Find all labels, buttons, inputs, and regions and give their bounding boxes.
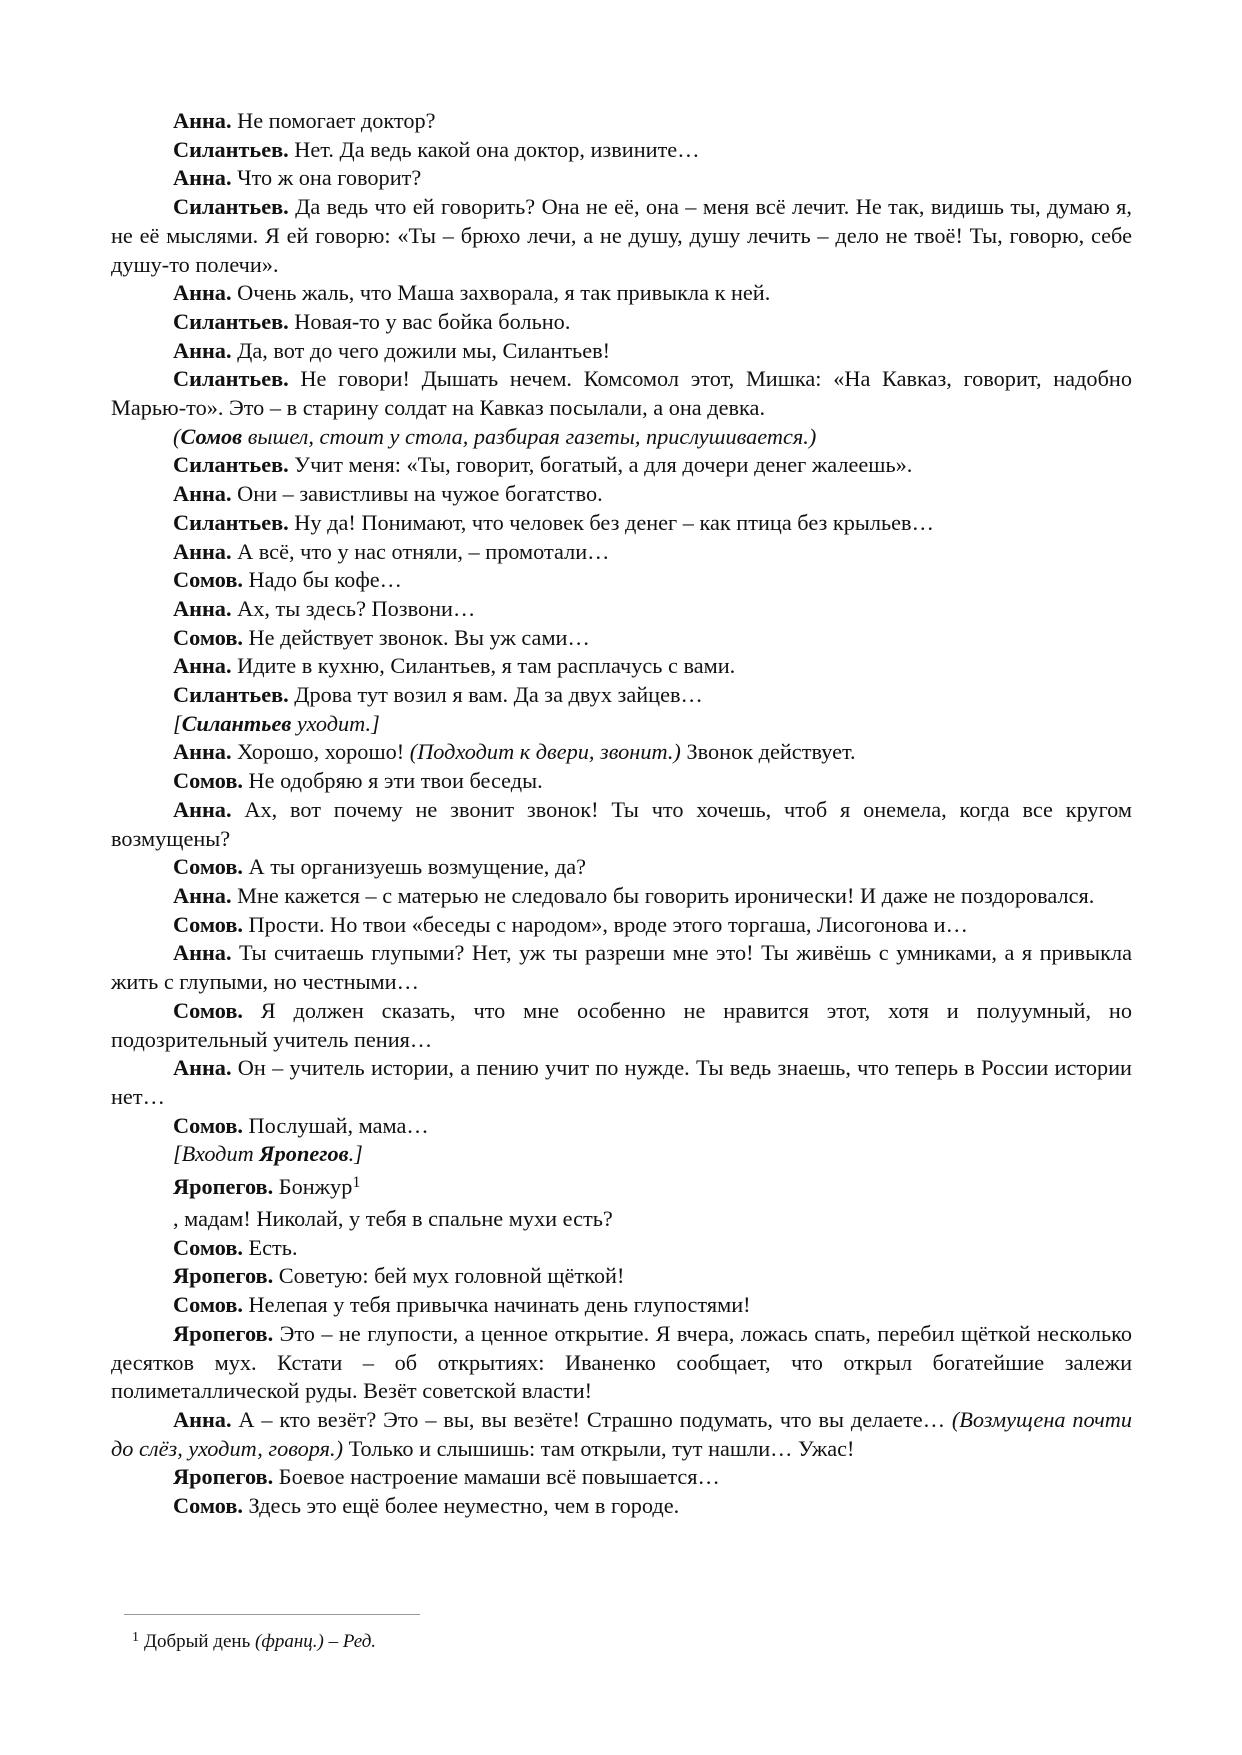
speaker-name: Яропегов. [173, 1263, 274, 1289]
dialogue-line [111, 882, 1132, 911]
line-text: Есть. [242, 1234, 298, 1260]
dialogue-line [111, 767, 1132, 796]
line-text: А ты организуешь возмущение, да? [242, 854, 587, 880]
line-text: Это – не глупости, а ценное открытие. Я вчера, ложась спать, перебил щёткой несколько десятков мух. Кстати – об открытиях: Иваненко сообщает, что открыл богатейшие залежи полиметаллической руды. Везёт советской власти! [111, 1320, 1132, 1404]
dialogue-line [111, 1463, 1132, 1492]
dialogue-line [111, 107, 1132, 136]
line-text: Бонжур [273, 1174, 353, 1200]
line-text: Идите в кухню, Силантьев, я там расплачусь с вами. [231, 653, 736, 679]
line-text: Нет. Да ведь какой она доктор, извините… [288, 136, 700, 162]
speaker-name: Сомов. [173, 854, 243, 880]
speaker-name: Сомов. [173, 1493, 243, 1519]
speaker-name: Сомов. [173, 768, 243, 794]
speaker-name: Анна. [173, 940, 232, 966]
stage-direction-text: уходит.] [291, 710, 380, 736]
dialogue-line [111, 1320, 1132, 1406]
speaker-name: Анна. [173, 280, 232, 306]
line-text: Учит меня: «Ты, говорит, богатый, а для дочери денег жалеешь». [288, 452, 913, 478]
dialogue-line [111, 652, 1132, 681]
speaker-name: Силантьев. [173, 194, 289, 220]
line-text: Да ведь что ей говорить? Она не её, она – меня всё лечит. Не так, видишь ты, думаю я, не её мыслями. Я ей говорю: «Ты – брюхо лечи, а не душу, душу лечить – дело не твоё! Ты, говорю, себе душу-то полечи». [111, 194, 1132, 277]
stage-direction-name: Сомов [180, 423, 243, 449]
speaker-name: Анна. [173, 595, 232, 621]
dialogue-line [111, 738, 1132, 767]
speaker-name: Анна. [173, 653, 232, 679]
speaker-name: Анна. [173, 337, 232, 363]
line-text: Надо бы кофе… [242, 567, 402, 593]
inline-stage-direction: (Возмущена почти до слёз, уходит, говоря.) [111, 1406, 1133, 1461]
stage-direction-open: [ [173, 710, 182, 736]
dialogue-line [111, 164, 1132, 193]
dialogue-line [111, 1054, 1132, 1111]
speaker-name: Анна. [173, 538, 232, 564]
stage-direction [111, 1140, 1132, 1169]
dialogue-line [111, 193, 1132, 279]
dialogue-line [111, 1406, 1132, 1463]
speaker-name: Анна. [173, 796, 232, 822]
dialogue-line [111, 538, 1132, 567]
line-text: Ах, ты здесь? Позвони… [231, 595, 476, 621]
dialogue-line [111, 566, 1132, 595]
stage-direction [111, 710, 1132, 739]
line-text: , мадам! Николай, у тебя в спальне мухи есть? [173, 1206, 613, 1232]
line-text: Боевое настроение мамаши всё повышается… [273, 1464, 720, 1490]
speaker-name: Силантьев. [173, 366, 289, 392]
line-text: А – кто везёт? Это – вы, вы везёте! Страшно подумать, что вы делаете… [231, 1406, 952, 1432]
speaker-name: Анна. [173, 481, 232, 507]
line-text: Советую: бей мух головной щёткой! [273, 1263, 625, 1289]
stage-direction-name: Яропегов [259, 1141, 349, 1167]
play-text [111, 107, 1132, 1521]
speaker-name: Сомов. [173, 1234, 243, 1260]
footnote-italic: (франц.) – Ред. [255, 1631, 377, 1652]
line-text: Нелепая у тебя привычка начинать день глупостями! [242, 1292, 751, 1318]
speaker-name: Анна. [173, 739, 232, 765]
dialogue-line [111, 480, 1132, 509]
line-text: Очень жаль, что Маша захворала, я так привыкла к ней. [231, 280, 771, 306]
speaker-name: Анна. [173, 882, 232, 908]
line-text-after: Звонок действует. [680, 739, 856, 765]
line-text: Он – учитель истории, а пению учит по нужде. Ты ведь знаешь, что теперь в России истории нет… [111, 1055, 1132, 1109]
line-text: Я должен сказать, что мне особенно не нравится этот, хотя и полуумный, но подозрительный учитель пения… [111, 997, 1132, 1052]
speaker-name: Яропегов. [173, 1320, 274, 1346]
dialogue-line [111, 279, 1132, 308]
dialogue-line [111, 1262, 1132, 1291]
line-text: Да, вот до чего дожили мы, Силантьев! [231, 337, 611, 363]
line-text: Здесь это ещё более неуместно, чем в городе. [242, 1493, 680, 1519]
stage-direction-open: [Входит [173, 1141, 260, 1167]
line-text: Они – завистливы на чужое богатство. [231, 481, 603, 507]
line-text: Прости. Но твои «беседы с народом», вроде этого торгаша, Лисогонова и… [242, 911, 968, 937]
speaker-name: Анна. [173, 1406, 232, 1432]
speaker-name: Силантьев. [173, 136, 289, 162]
dialogue-line-continued [111, 1205, 1132, 1234]
footnote-divider [124, 1614, 420, 1615]
dialogue-line [111, 624, 1132, 653]
dialogue-line [111, 509, 1132, 538]
stage-direction-text: вышел, стоит у стола, разбирая газеты, прислушивается.) [242, 423, 817, 449]
footnote-mark: 1 [132, 1630, 139, 1645]
dialogue-line [111, 911, 1132, 940]
dialogue-line [111, 796, 1132, 853]
dialogue-line [111, 939, 1132, 996]
line-text: А всё, что у нас отняли, – промотали… [231, 538, 610, 564]
speaker-name: Яропегов. [173, 1464, 274, 1490]
speaker-name: Анна. [173, 108, 232, 133]
dialogue-line [111, 1112, 1132, 1141]
dialogue-line [111, 365, 1132, 422]
speaker-name: Яропегов. [173, 1174, 274, 1200]
speaker-name: Силантьев. [173, 682, 289, 708]
speaker-name: Силантьев. [173, 308, 289, 334]
speaker-name: Сомов. [173, 1112, 243, 1138]
footnote-text: Добрый день [144, 1631, 255, 1652]
dialogue-line [111, 853, 1132, 882]
dialogue-line [111, 997, 1132, 1054]
line-text: Не действует звонок. Вы уж сами… [242, 624, 590, 650]
line-text: Что ж она говорит? [231, 165, 422, 191]
speaker-name: Сомов. [173, 911, 243, 937]
dialogue-line [111, 1234, 1132, 1263]
line-text: Послушай, мама… [242, 1112, 429, 1138]
dialogue-line [111, 337, 1132, 366]
speaker-name: Сомов. [173, 567, 243, 593]
inline-stage-direction: (Подходит к двери, звонит.) [409, 739, 681, 765]
dialogue-line [111, 1492, 1132, 1521]
dialogue-line [111, 308, 1132, 337]
line-text: Не говори! Дышать нечем. Комсомол этот, Мишка: «На Кавказ, говорит, надобно Марью-то». Это – в старину солдат на Кавказ посылали, а она девка. [111, 366, 1132, 421]
line-text: Дрова тут возил я вам. Да за двух зайцев… [288, 682, 703, 708]
line-text: Хорошо, хорошо! [231, 739, 410, 765]
dialogue-line [111, 451, 1132, 480]
speaker-name: Анна. [173, 165, 232, 191]
stage-direction-name: Силантьев [181, 710, 292, 736]
stage-direction-text: .] [348, 1141, 363, 1167]
dialogue-line [111, 1169, 1132, 1205]
speaker-name: Анна. [173, 1055, 232, 1081]
line-text: Ну да! Понимают, что человек без денег – как птица без крыльев… [288, 509, 934, 535]
dialogue-line [111, 681, 1132, 710]
line-text: Новая-то у вас бойка больно. [288, 308, 571, 334]
line-text: Ах, вот почему не звонит звонок! Ты что хочешь, чтоб я онемела, когда все кругом возмущены? [111, 796, 1132, 851]
speaker-name: Силантьев. [173, 452, 289, 478]
speaker-name: Сомов. [173, 1292, 243, 1318]
stage-direction [111, 423, 1132, 452]
footnote-ref[interactable]: 1 [352, 1174, 361, 1192]
line-text: Ты считаешь глупыми? Нет, уж ты разреши мне это! Ты живёшь с умниками, а я привыкла жить с глупыми, но честными… [111, 940, 1132, 995]
speaker-name: Сомов. [173, 624, 243, 650]
dialogue-line [111, 595, 1132, 624]
line-text: Не помогает доктор? [231, 108, 436, 133]
line-text-after: Только и слышишь: там открыли, тут нашли… Ужас! [343, 1435, 855, 1461]
stage-direction-open: ( [173, 423, 181, 449]
speaker-name: Сомов. [173, 997, 243, 1023]
line-text: Мне кажется – с матерью не следовало бы говорить иронически! И даже не поздоровался. [231, 882, 1095, 908]
dialogue-line [111, 1291, 1132, 1320]
footnote [132, 1630, 376, 1654]
line-text: Не одобряю я эти твои беседы. [242, 768, 543, 794]
dialogue-line [111, 136, 1132, 165]
speaker-name: Силантьев. [173, 509, 289, 535]
